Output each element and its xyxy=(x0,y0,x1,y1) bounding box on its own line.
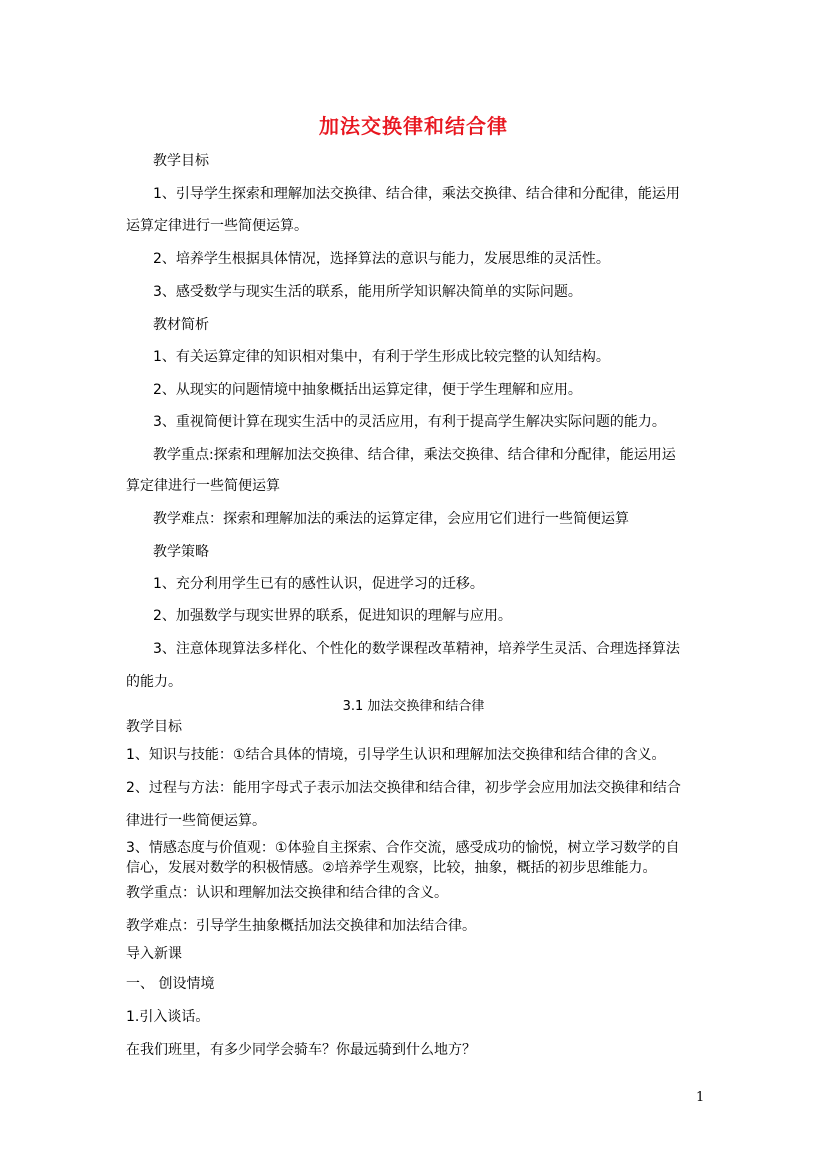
strategy-2: 2、加强数学与现实世界的联系，促进知识的理解与应用。 xyxy=(153,608,512,624)
section2-key-point: 教学重点：认识和理解加法交换律和结合律的含义。 xyxy=(126,885,448,901)
analysis-1: 1、有关运算定律的知识相对集中，有利于学生形成比较完整的认知结构。 xyxy=(153,349,610,365)
strategy-3-line2: 的能力。 xyxy=(126,674,182,690)
goals-heading: 教学目标 xyxy=(153,153,209,169)
page-number: 1 xyxy=(696,1090,705,1105)
strategy-heading: 教学策略 xyxy=(153,544,209,560)
part-1-heading: 一、 创设情境 xyxy=(126,976,215,992)
section2-goal-3-line2: 信心，发展对数学的积极情感。②培养学生观察，比较，抽象，概括的初步思维能力。 xyxy=(126,860,657,876)
goal-1-line2: 运算定律进行一些简便运算。 xyxy=(126,218,308,234)
intro-heading: 导入新课 xyxy=(126,946,182,962)
section2-goal-1: 1、知识与技能：①结合具体的情境，引导学生认识和理解加法交换律和结合律的含义。 xyxy=(126,747,666,763)
goal-1-line1: 1、引导学生探索和理解加法交换律、结合律，乘法交换律、结合律和分配律，能运用 xyxy=(153,186,680,202)
question-text: 在我们班里，有多少同学会骑车？你最远骑到什么地方？ xyxy=(126,1042,476,1058)
step-1: 1.引入谈话。 xyxy=(126,1009,210,1025)
key-point-line1: 教学重点:探索和理解加法交换律、结合律，乘法交换律、结合律和分配律，能运用运 xyxy=(153,447,676,463)
strategy-1: 1、充分利用学生已有的感性认识，促进学习的迁移。 xyxy=(153,576,484,592)
key-point-line2: 算定律进行一些简便运算 xyxy=(126,478,280,494)
goal-2: 2、培养学生根据具体情况，选择算法的意识与能力，发展思维的灵活性。 xyxy=(153,251,610,267)
document-title: 加法交换律和结合律 xyxy=(319,114,508,138)
analysis-3: 3、重视简便计算在现实生活中的灵活应用，有利于提高学生解决实际问题的能力。 xyxy=(153,414,666,430)
analysis-2: 2、从现实的问题情境中抽象概括出运算定律，便于学生理解和应用。 xyxy=(153,382,582,398)
section2-difficulty: 教学难点：引导学生抽象概括加法交换律和加法结合律。 xyxy=(126,918,476,934)
section2-goal-3-line1: 3、情感态度与价值观：①体验自主探索、合作交流，感受成功的愉悦，树立学习数学的自 xyxy=(126,840,680,856)
section-subtitle: 3.1 加法交换律和结合律 xyxy=(342,699,485,714)
section2-goals-heading: 教学目标 xyxy=(126,719,182,735)
goal-3: 3、感受数学与现实生活的联系，能用所学知识解决简单的实际问题。 xyxy=(153,284,582,300)
analysis-heading: 教材简析 xyxy=(153,317,209,333)
section2-goal-2-line2: 律进行一些简便运算。 xyxy=(126,813,266,829)
strategy-3-line1: 3、注意体现算法多样化、个性化的数学课程改革精神，培养学生灵活、合理选择算法 xyxy=(153,641,680,657)
section2-goal-2-line1: 2、过程与方法：能用字母式子表示加法交换律和结合律，初步学会应用加法交换律和结合 xyxy=(126,780,681,796)
difficulty: 教学难点：探索和理解加法的乘法的运算定律，会应用它们进行一些简便运算 xyxy=(153,511,629,527)
